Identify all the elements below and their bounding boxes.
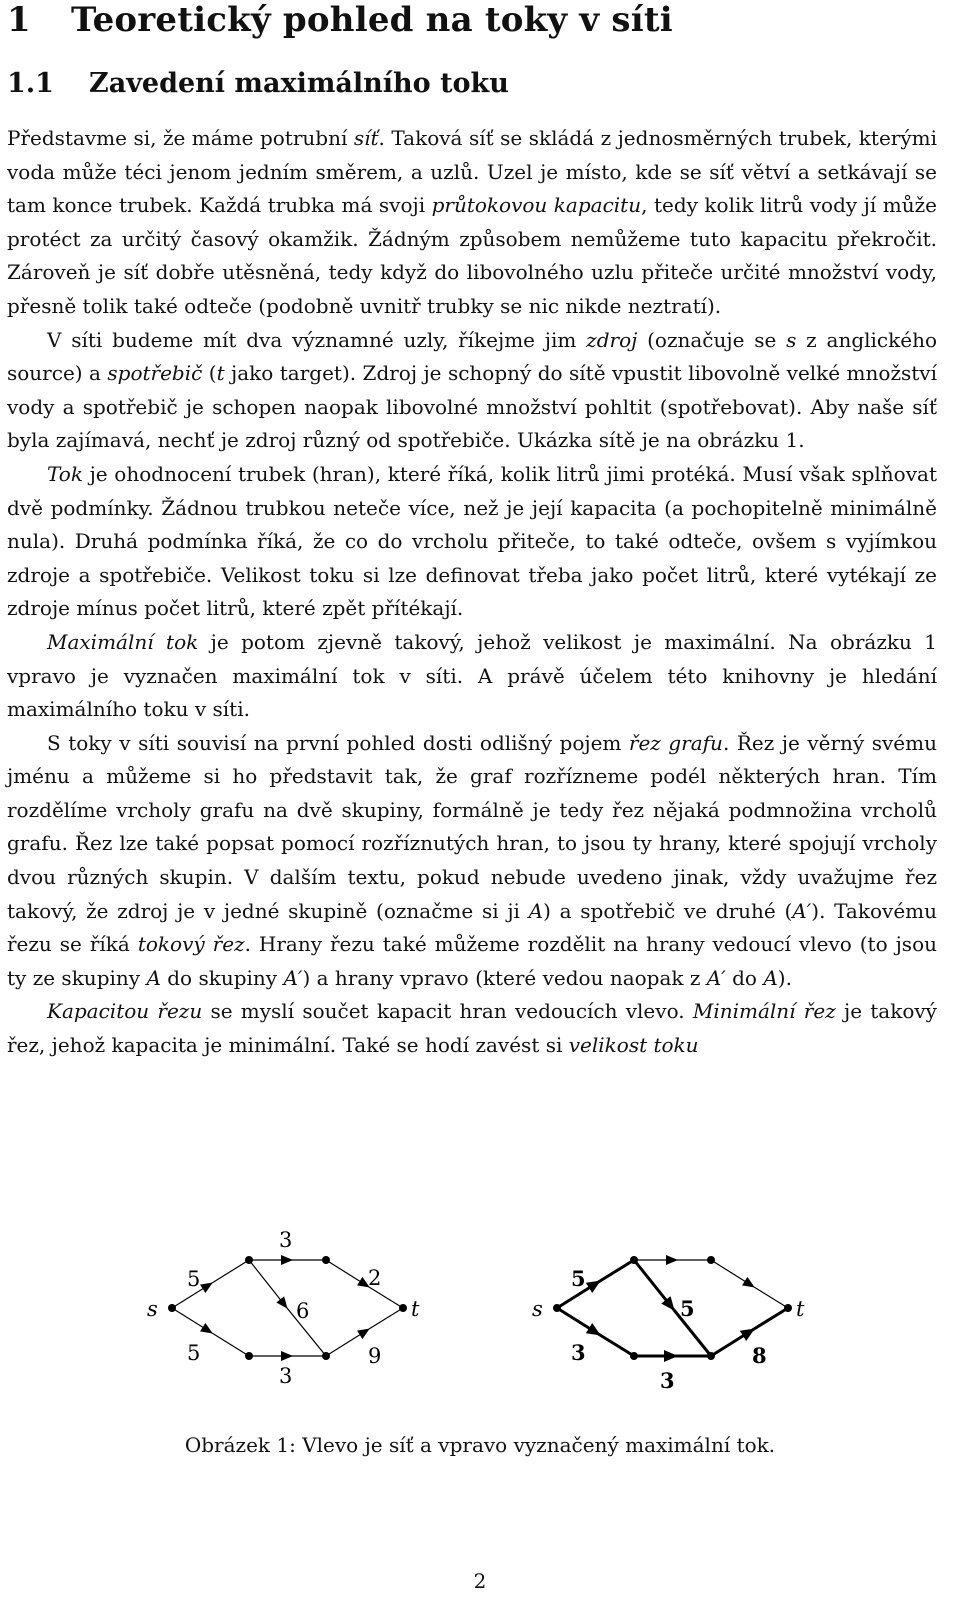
text-run: ). Takovému řezu se říká: [7, 898, 937, 957]
text-run: (označuje se: [637, 327, 787, 352]
capacity-label: 9: [368, 1344, 382, 1368]
edge-top-t-arrow: [326, 1260, 369, 1287]
emphasized-term: s: [786, 327, 797, 352]
text-run: je ohodnocení trubek (hran), které říká, kolik litrů jimi protéká. Musí však splňovat dvě podmínky. Žádnou trubkou neteče více, než je její kapacita (a pochopitelně minimálně nula). Druhá podmínka říká, že co do vrcholu přiteče, to také odteče, ovšem s vyjímkou zdroje a spotřebiče. Velikost toku si lze definovat třeba jako počet litrů, které vytékají ze zdroje mínus počet litrů, které zpět přítékají.: [7, 461, 937, 621]
capacity-label: 6: [296, 1299, 310, 1323]
emphasized-term: A: [763, 965, 778, 990]
paragraph: [7, 324, 937, 458]
emphasized-term: velikost toku: [568, 1033, 699, 1058]
flow-label: 3: [660, 1368, 675, 1393]
emphasized-term: Maximální tok: [47, 629, 199, 654]
edge-bottom-t: [369, 1308, 403, 1329]
text-run: je takový řez, jehož kapacita je minimální. Také se hodí zavést si: [7, 999, 937, 1058]
sink-label: t: [796, 1297, 805, 1321]
flow-edge-top-t: [754, 1287, 788, 1308]
section-number: 1: [7, 0, 31, 40]
flow-edge-s-bottom-arrow: [557, 1308, 600, 1335]
flow-node-t: [784, 1304, 792, 1312]
subsection-heading: [7, 67, 509, 101]
capacity-label: 2: [368, 1266, 382, 1290]
node-bottom-left: [245, 1352, 253, 1360]
text-run: do skupiny: [160, 965, 284, 990]
capacity-label: 3: [279, 1228, 293, 1252]
edge-diagonal-arrow: [249, 1260, 287, 1308]
node-top-left: [245, 1256, 253, 1264]
flow-edge-top-t-arrow: [711, 1260, 754, 1287]
edge-s-top: [212, 1260, 249, 1283]
text-run: ) a hrany vpravo (které vedou naopak z: [302, 965, 707, 990]
paragraph: [7, 458, 937, 626]
page-number: 2: [473, 1569, 487, 1593]
text-run: z anglického source) a: [7, 327, 937, 386]
flow-node-bottom-right: [707, 1352, 715, 1360]
emphasized-term: průtokovou kapacitu: [431, 193, 642, 218]
node-s: [168, 1304, 176, 1312]
flow-network-figure: [125, 1228, 865, 1418]
emphasized-term: A: [528, 898, 544, 923]
flow-edge-s-top: [600, 1260, 634, 1281]
emphasized-term: Kapacitou řezu: [47, 999, 203, 1024]
emphasized-term: tokový řez: [137, 932, 245, 957]
edge-bottom-t-arrow: [326, 1329, 369, 1356]
flow-label: 3: [571, 1340, 586, 1365]
subsection-title: Zavedení maximálního toku: [89, 68, 509, 99]
flow-edge-s-bottom: [600, 1335, 634, 1356]
text-run: . Hrany řezu také můžeme rozdělit na hrany vedoucí vlevo (to jsou ty ze skupiny: [7, 932, 937, 990]
edge-s-bottom-arrow: [172, 1308, 212, 1333]
node-bottom-right: [322, 1352, 330, 1360]
flow-node-top-left: [630, 1256, 638, 1264]
text-run: jako target). Zdroj je schopný do sítě vpustit libovolně velké množství vody a spotřebič je schopen naopak libovolné množství pohltit (spotřebovat). Aby naše síť byla zajímavá, nechť je zdroj různý od spotřebiče. Ukázka sítě je na obrázku 1.: [7, 361, 937, 453]
text-run: je potom zjevně takový, jehož velikost je maximální. Na obrázku 1 vpravo je vyznačen maximální tok v síti. A právě účelem této knihovny je hledání maximálního toku v síti.: [7, 629, 937, 722]
flow-edge-bottom-t: [754, 1308, 788, 1329]
text-run: . Taková síť se skládá z jednosměrných trubek, kterými voda může téci jenom jedním směrem, a uzlů. Uzel je místo, kde se síť větví a setkávají se tam konce trubek. Každá trubka má svoji: [7, 126, 938, 218]
flow-edge-diagonal-arrow: [634, 1260, 674, 1310]
emphasized-term: zdroj: [586, 327, 638, 352]
text-run: (: [202, 361, 217, 386]
paragraph: [7, 995, 937, 1062]
node-t: [399, 1304, 407, 1312]
paragraph: [7, 626, 937, 727]
text-run: se myslí součet kapacit hran vedoucích vlevo.: [202, 999, 693, 1024]
source-label: s: [147, 1297, 158, 1321]
subsection-number: 1.1: [7, 68, 54, 99]
flow-label: 5: [571, 1266, 586, 1291]
figure-1: [125, 1228, 865, 1418]
paragraph: [7, 727, 937, 996]
text-run: . Řez je věrný svému jménu a můžeme si ho představit tak, že graf rozřízneme podél některých hran. Tím rozdělíme vrcholy grafu na dvě skupiny, formálně je tedy řez nějaká podmnožina vrcholů grafu. Řez lze také popsat pomocí rozříznutých hran, to jsou ty hrany, které spojují vrcholy dvou různých skupin. V dalším textu, pokud nebude uvedeno jinak, vždy uvažujme řez takový, že zdroj je v jedné skupině (označme si ji: [7, 730, 937, 923]
emphasized-term: t: [216, 361, 225, 386]
flow-label: 5: [680, 1296, 695, 1321]
section-title: Teoretický pohled na toky v síti: [71, 0, 673, 40]
paragraph: [7, 122, 937, 324]
emphasized-term: spotřebič: [107, 361, 203, 386]
flow-node-bottom-left: [630, 1352, 638, 1360]
flow-node-s: [553, 1304, 561, 1312]
capacity-label: 5: [187, 1341, 201, 1365]
section-heading: [7, 0, 673, 40]
edge-top-t: [369, 1287, 403, 1308]
source-label: s: [532, 1297, 543, 1321]
emphasized-term: síť: [353, 126, 379, 150]
emphasized-term: A′: [792, 898, 812, 923]
left-network-graph: [147, 1228, 420, 1388]
text-run: , tedy kolik litrů vody jí může protéct za určitý časový okamžik. Žádným způsobem nemůžeme tuto kapacitu překročit. Zároveň je síť dobře utěsněná, tedy když do libovolného uzlu přiteče určité množství vody, přesně tolik také odteče (podobně uvnitř trubky se nic nikde neztratí).: [7, 193, 937, 318]
text-run: Představme si, že máme potrubní: [7, 126, 354, 150]
emphasized-term: Minimální řez: [692, 999, 836, 1024]
flow-node-top-right: [707, 1256, 715, 1264]
emphasized-term: A′: [283, 965, 303, 990]
emphasized-term: Tok: [47, 461, 83, 486]
flow-label: 8: [752, 1343, 767, 1368]
emphasized-term: A′: [706, 965, 726, 990]
edge-s-bottom: [212, 1333, 249, 1356]
text-run: S toky v síti souvisí na první pohled dosti odlišný pojem: [47, 730, 629, 755]
text-run: ) a spotřebič ve druhé (: [543, 898, 793, 923]
capacity-label: 5: [187, 1267, 201, 1291]
right-flow-graph: [532, 1256, 805, 1393]
node-top-right: [322, 1256, 330, 1264]
figure-caption: Obrázek 1: Vlevo je síť a vpravo vyznačený maximální tok.: [184, 1433, 776, 1457]
text-run: ).: [777, 965, 792, 990]
flow-edge-bottom-t-arrow: [711, 1329, 754, 1356]
emphasized-term: A: [146, 965, 161, 990]
text-run: do: [725, 965, 764, 990]
emphasized-term: řez grafu: [628, 730, 723, 755]
sink-label: t: [411, 1297, 420, 1321]
body-text: [7, 122, 937, 1063]
capacity-label: 3: [279, 1364, 293, 1388]
text-run: V síti budeme mít dva významné uzly, říkejme jim: [47, 327, 587, 352]
